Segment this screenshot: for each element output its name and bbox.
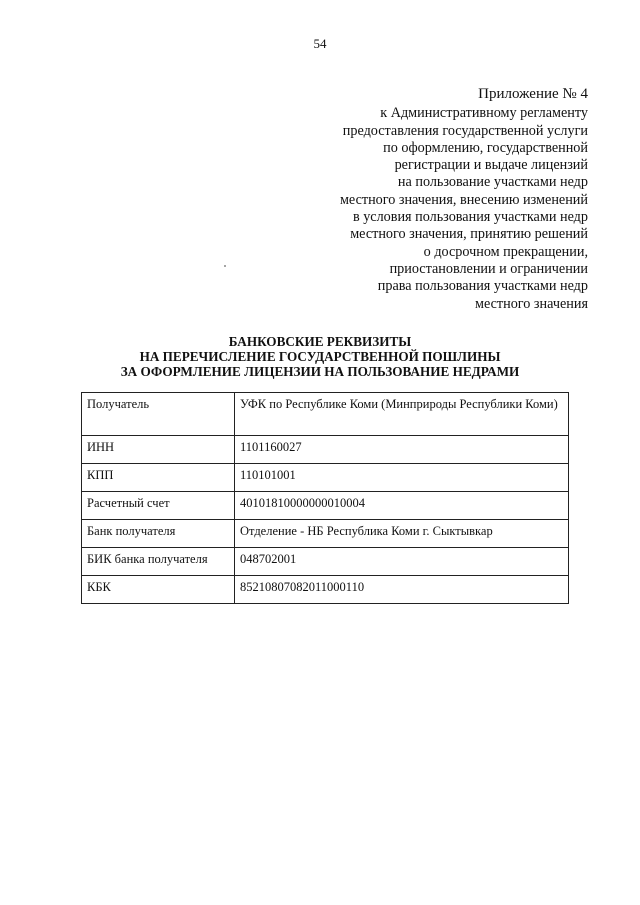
title-line: ЗА ОФОРМЛЕНИЕ ЛИЦЕНЗИИ НА ПОЛЬЗОВАНИЕ НЕДРАМИ (120, 364, 520, 379)
appendix-line: в условия пользования участками недр (352, 209, 588, 226)
table-row (82, 492, 569, 520)
row-value: 110101001 (235, 464, 569, 492)
row-label: КБК (82, 576, 235, 604)
table-row (82, 576, 569, 604)
table-row (82, 436, 569, 464)
table-row (82, 548, 569, 576)
appendix-line: о досрочном прекращении, (423, 243, 588, 260)
row-value: 85210807082011000110 (235, 576, 569, 604)
document-title (0, 334, 640, 379)
title-line: НА ПЕРЕЧИСЛЕНИЕ ГОСУДАРСТВЕННОЙ ПОШЛИНЫ (139, 349, 501, 364)
row-value: 048702001 (235, 548, 569, 576)
appendix-line: на пользование участками недр (397, 174, 588, 191)
page-number: 54 (313, 36, 327, 51)
row-label: КПП (82, 464, 235, 492)
row-value: Отделение - НБ Республика Коми г. Сыктывкар (235, 520, 569, 548)
bank-requisites-table (81, 392, 569, 604)
appendix-line: приостановлении и ограничении (389, 260, 588, 277)
row-value: УФК по Республике Коми (Минприроды Республики Коми) (235, 393, 569, 436)
table-row (82, 520, 569, 548)
appendix-line: по оформлению, государственной (383, 139, 588, 156)
row-label: ИНН (82, 436, 235, 464)
appendix-line: местного значения (475, 295, 588, 312)
table-row (82, 393, 569, 436)
row-label: Расчетный счет (82, 492, 235, 520)
appendix-line: права пользования участками недр (377, 278, 588, 295)
row-label: БИК банка получателя (82, 548, 235, 576)
appendix-line: регистрации и выдаче лицензий (394, 157, 588, 174)
row-value: 1101160027 (235, 436, 569, 464)
title-line: БАНКОВСКИЕ РЕКВИЗИТЫ (228, 334, 412, 349)
row-label: Получатель (82, 393, 235, 436)
appendix-line: местного значения, внесению изменений (339, 191, 588, 208)
appendix-line: предоставления государственной услуги (342, 122, 588, 139)
appendix-title: Приложение № 4 (478, 86, 588, 102)
appendix-block (288, 86, 588, 313)
scan-speck (224, 265, 226, 267)
table-row (82, 464, 569, 492)
appendix-line: к Административному регламенту (380, 105, 588, 122)
row-value: 40101810000000010004 (235, 492, 569, 520)
appendix-line: местного значения, принятию решений (350, 226, 588, 243)
row-label: Банк получателя (82, 520, 235, 548)
